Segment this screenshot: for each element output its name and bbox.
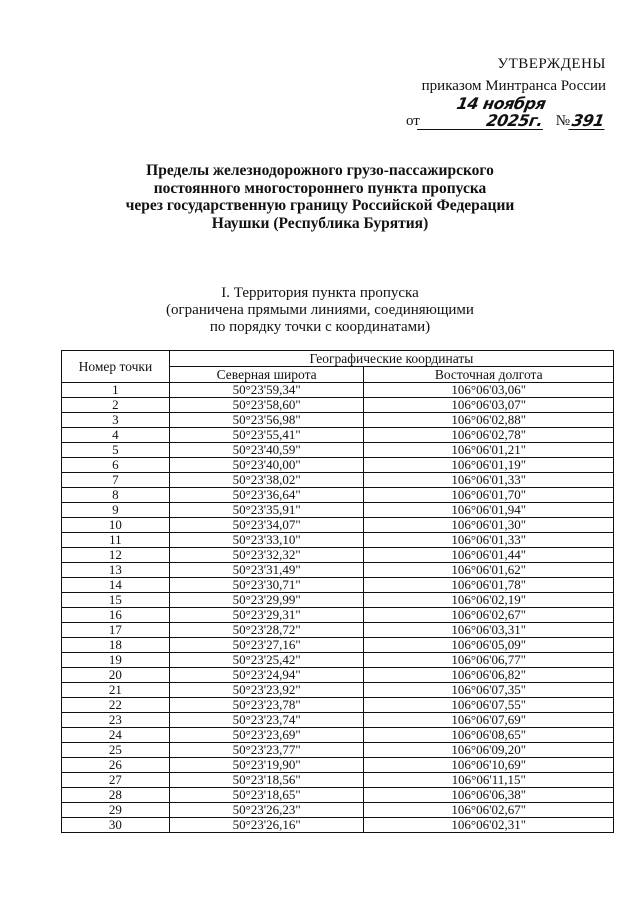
section-subtitle: (ограничена прямыми линиями, соединяющими: [166, 302, 474, 318]
latitude-cell: 50°23'27,16": [169, 638, 364, 653]
table-row: [62, 383, 614, 398]
order-date-number: [406, 95, 606, 130]
point-number-cell: 6: [62, 458, 170, 473]
latitude-cell: 50°23'40,00": [169, 458, 364, 473]
longitude-cell: 106°06'11,15": [364, 773, 614, 788]
table-row: [62, 563, 614, 578]
document-title: [0, 162, 640, 232]
order-reference: приказом Минтранса России: [421, 78, 606, 94]
table-row: [62, 773, 614, 788]
point-number-cell: 12: [62, 548, 170, 563]
point-number-cell: 5: [62, 443, 170, 458]
table-row: [62, 683, 614, 698]
longitude-cell: 106°06'03,07": [364, 398, 614, 413]
table-row: [62, 623, 614, 638]
longitude-cell: 106°06'03,06": [364, 383, 614, 398]
longitude-cell: 106°06'01,21": [364, 443, 614, 458]
longitude-cell: 106°06'03,31": [364, 623, 614, 638]
latitude-cell: 50°23'30,71": [169, 578, 364, 593]
latitude-cell: 50°23'29,31": [169, 608, 364, 623]
header-point-number: Номер точки: [62, 351, 170, 383]
point-number-cell: 13: [62, 563, 170, 578]
longitude-cell: 106°06'01,19": [364, 458, 614, 473]
latitude-cell: 50°23'26,23": [169, 803, 364, 818]
latitude-cell: 50°23'35,91": [169, 503, 364, 518]
longitude-cell: 106°06'08,65": [364, 728, 614, 743]
point-number-cell: 22: [62, 698, 170, 713]
longitude-cell: 106°06'06,77": [364, 653, 614, 668]
point-number-cell: 24: [62, 728, 170, 743]
latitude-cell: 50°23'23,69": [169, 728, 364, 743]
date-prefix: от: [406, 113, 420, 129]
table-row: [62, 398, 614, 413]
latitude-cell: 50°23'25,42": [169, 653, 364, 668]
section-heading: [0, 285, 640, 336]
coordinates-table: [61, 350, 614, 833]
latitude-cell: 50°23'31,49": [169, 563, 364, 578]
latitude-cell: 50°23'38,02": [169, 473, 364, 488]
point-number-cell: 10: [62, 518, 170, 533]
longitude-cell: 106°06'02,67": [364, 608, 614, 623]
header-geo-coordinates: Географические координаты: [169, 351, 613, 367]
table-row: [62, 473, 614, 488]
longitude-cell: 106°06'01,70": [364, 488, 614, 503]
latitude-cell: 50°23'36,64": [169, 488, 364, 503]
section-title: I. Территория пункта пропуска: [221, 285, 419, 301]
latitude-cell: 50°23'18,56": [169, 773, 364, 788]
latitude-cell: 50°23'58,60": [169, 398, 364, 413]
point-number-cell: 19: [62, 653, 170, 668]
longitude-cell: 106°06'02,88": [364, 413, 614, 428]
latitude-cell: 50°23'18,65": [169, 788, 364, 803]
point-number-cell: 25: [62, 743, 170, 758]
number-prefix: №: [555, 113, 571, 129]
table-row: [62, 668, 614, 683]
table-row: [62, 758, 614, 773]
title-line: через государственную границу Российской Федерации: [125, 197, 515, 214]
table-row: [62, 503, 614, 518]
latitude-cell: 50°23'23,77": [169, 743, 364, 758]
header-longitude: Восточная долгота: [364, 367, 614, 383]
longitude-cell: 106°06'02,78": [364, 428, 614, 443]
longitude-cell: 106°06'07,55": [364, 698, 614, 713]
longitude-cell: 106°06'07,35": [364, 683, 614, 698]
point-number-cell: 14: [62, 578, 170, 593]
longitude-cell: 106°06'10,69": [364, 758, 614, 773]
table-row: [62, 743, 614, 758]
point-number-cell: 18: [62, 638, 170, 653]
point-number-cell: 7: [62, 473, 170, 488]
point-number-cell: 3: [62, 413, 170, 428]
longitude-cell: 106°06'01,30": [364, 518, 614, 533]
longitude-cell: 106°06'09,20": [364, 743, 614, 758]
table-body: [62, 383, 614, 833]
title-line: Пределы железнодорожного грузо-пассажирского: [146, 162, 494, 179]
longitude-cell: 106°06'01,62": [364, 563, 614, 578]
table-row: [62, 578, 614, 593]
latitude-cell: 50°23'56,98": [169, 413, 364, 428]
latitude-cell: 50°23'59,34": [169, 383, 364, 398]
table-row: [62, 728, 614, 743]
latitude-cell: 50°23'34,07": [169, 518, 364, 533]
table-row: [62, 818, 614, 833]
latitude-cell: 50°23'29,99": [169, 593, 364, 608]
approval-block: [406, 56, 606, 130]
point-number-cell: 30: [62, 818, 170, 833]
point-number-cell: 11: [62, 533, 170, 548]
longitude-cell: 106°06'02,67": [364, 803, 614, 818]
table-row: [62, 713, 614, 728]
longitude-cell: 106°06'02,19": [364, 593, 614, 608]
table-row: [62, 548, 614, 563]
point-number-cell: 9: [62, 503, 170, 518]
longitude-cell: 106°06'01,94": [364, 503, 614, 518]
point-number-cell: 17: [62, 623, 170, 638]
table-row: [62, 788, 614, 803]
table-row: [62, 428, 614, 443]
latitude-cell: 50°23'23,92": [169, 683, 364, 698]
longitude-cell: 106°06'01,33": [364, 473, 614, 488]
header-latitude: Северная широта: [169, 367, 364, 383]
table-row: [62, 533, 614, 548]
point-number-cell: 26: [62, 758, 170, 773]
latitude-cell: 50°23'19,90": [169, 758, 364, 773]
table-row: [62, 458, 614, 473]
handwritten-number: 391: [570, 111, 606, 130]
latitude-cell: 50°23'40,59": [169, 443, 364, 458]
title-line: Наушки (Республика Бурятия): [211, 214, 429, 232]
longitude-cell: 106°06'01,33": [364, 533, 614, 548]
point-number-cell: 2: [62, 398, 170, 413]
point-number-cell: 16: [62, 608, 170, 623]
point-number-cell: 28: [62, 788, 170, 803]
table-row: [62, 653, 614, 668]
approved-label: УТВЕРЖДЕНЫ: [497, 56, 606, 72]
title-line: постоянного многостороннего пункта пропуска: [153, 179, 487, 197]
latitude-cell: 50°23'55,41": [169, 428, 364, 443]
latitude-cell: 50°23'32,32": [169, 548, 364, 563]
table-row: [62, 488, 614, 503]
point-number-cell: 8: [62, 488, 170, 503]
point-number-cell: 27: [62, 773, 170, 788]
table-row: [62, 638, 614, 653]
table-row: [62, 803, 614, 818]
latitude-cell: 50°23'23,78": [169, 698, 364, 713]
latitude-cell: 50°23'23,74": [169, 713, 364, 728]
point-number-cell: 1: [62, 383, 170, 398]
latitude-cell: 50°23'33,10": [169, 533, 364, 548]
longitude-cell: 106°06'01,44": [364, 548, 614, 563]
longitude-cell: 106°06'06,38": [364, 788, 614, 803]
latitude-cell: 50°23'26,16": [169, 818, 364, 833]
point-number-cell: 21: [62, 683, 170, 698]
handwritten-date: 14 ноября 2025г.: [417, 95, 549, 130]
point-number-cell: 4: [62, 428, 170, 443]
point-number-cell: 20: [62, 668, 170, 683]
point-number-cell: 15: [62, 593, 170, 608]
longitude-cell: 106°06'07,69": [364, 713, 614, 728]
table-row: [62, 518, 614, 533]
table-row: [62, 698, 614, 713]
longitude-cell: 106°06'05,09": [364, 638, 614, 653]
latitude-cell: 50°23'24,94": [169, 668, 364, 683]
table-row: [62, 593, 614, 608]
table-row: [62, 608, 614, 623]
longitude-cell: 106°06'02,31": [364, 818, 614, 833]
section-subtitle: по порядку точки с координатами): [209, 319, 431, 335]
table-row: [62, 413, 614, 428]
longitude-cell: 106°06'01,78": [364, 578, 614, 593]
point-number-cell: 23: [62, 713, 170, 728]
longitude-cell: 106°06'06,82": [364, 668, 614, 683]
point-number-cell: 29: [62, 803, 170, 818]
latitude-cell: 50°23'28,72": [169, 623, 364, 638]
table-row: [62, 443, 614, 458]
